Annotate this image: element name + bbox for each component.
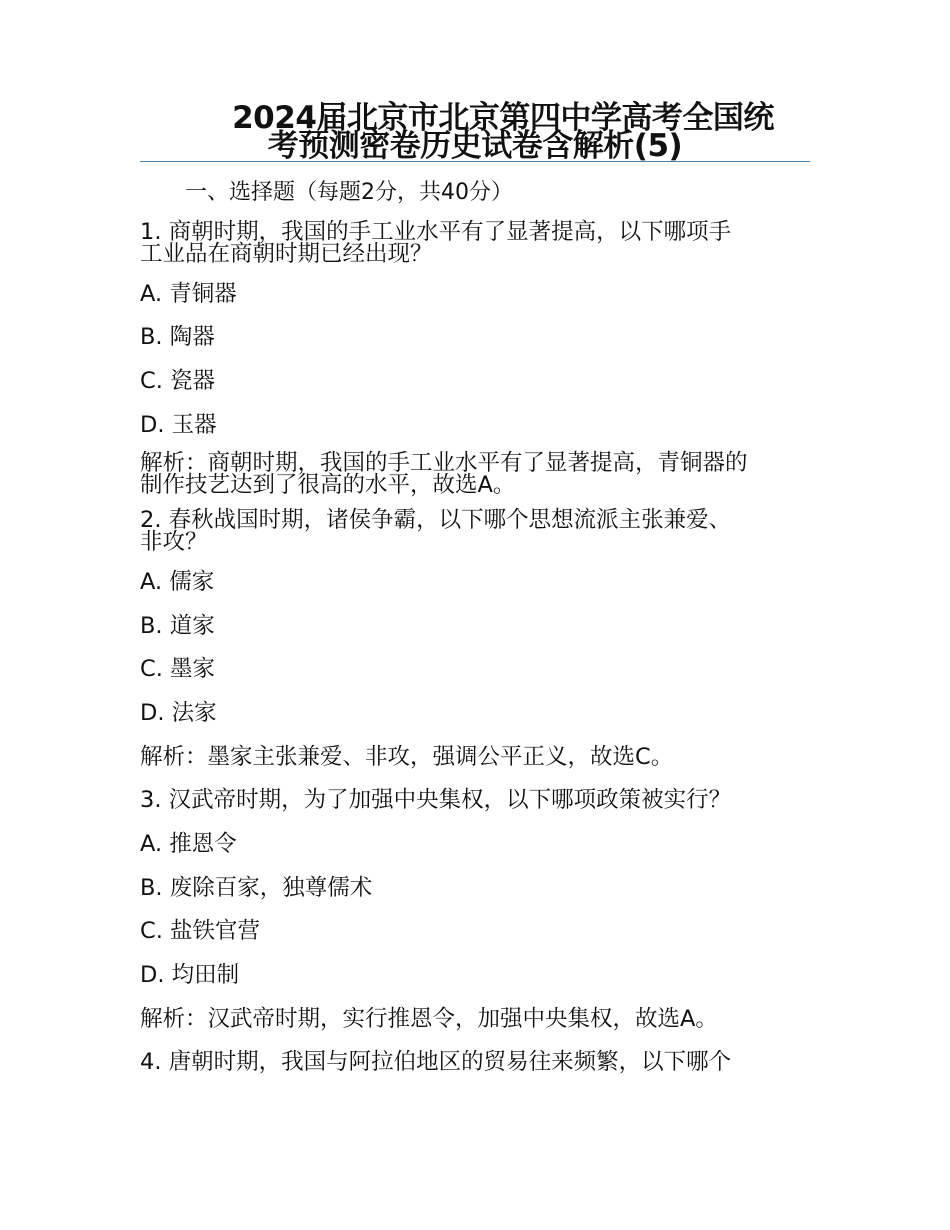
question-stem-line: 工业品在商朝时期已经出现？ xyxy=(140,240,433,267)
question-stem-line: 2. 春秋战国时期，诸侯争霸，以下哪个思想流派主张兼爱、 xyxy=(140,507,732,534)
question-stem-line: 非攻？ xyxy=(140,528,208,555)
question-stem-line: 1. 商朝时期，我国的手工业水平有了显著提高，以下哪项手 xyxy=(140,219,732,245)
questions-list xyxy=(140,219,820,1091)
question-1-option-c: C. 瓷器 xyxy=(140,368,216,395)
analysis-line: 解析：商朝时期，我国的手工业水平有了显著提高，青铜器的 xyxy=(140,450,748,477)
question-1-analysis xyxy=(140,450,820,498)
question-2-analysis: 解析：墨家主张兼爱、非攻，强调公平正义，故选C。 xyxy=(140,743,674,770)
question-1-stem xyxy=(140,219,820,267)
question-2-option-a: A. 儒家 xyxy=(140,568,215,595)
question-2-option-b: B. 道家 xyxy=(140,612,215,639)
question-1-option-a: A. 青铜器 xyxy=(140,280,237,307)
question-3-stem: 3. 汉武帝时期，为了加强中央集权，以下哪项政策被实行？ xyxy=(140,787,732,814)
question-3-option-b: B. 废除百家，独尊儒术 xyxy=(140,874,373,901)
question-3-option-a: A. 推恩令 xyxy=(140,830,237,857)
document-title xyxy=(140,100,810,164)
analysis-line: 制作技艺达到了很高的水平，故选A。 xyxy=(140,471,516,498)
title-underline xyxy=(140,161,810,162)
question-1-option-d: D. 玉器 xyxy=(140,411,217,438)
section-heading: 一、选择题（每题2分，共40分） xyxy=(185,180,513,205)
question-3-option-d: D. 均田制 xyxy=(140,962,240,988)
title-line-1: 2024届北京市北京第四中学高考全国统 xyxy=(232,100,774,136)
question-1-option-b: B. 陶器 xyxy=(140,324,215,351)
question-2-option-c: C. 墨家 xyxy=(140,656,216,683)
title-line-2: 考预测密卷历史试卷含解析(5) xyxy=(267,128,683,164)
question-3-option-c: C. 盐铁官营 xyxy=(140,918,261,945)
question-2-option-d: D. 法家 xyxy=(140,699,217,726)
question-2-stem xyxy=(140,507,820,555)
question-3-analysis: 解析：汉武帝时期，实行推恩令，加强中央集权，故选A。 xyxy=(140,1005,718,1032)
question-4-stem: 4. 唐朝时期，我国与阿拉伯地区的贸易往来频繁，以下哪个 xyxy=(140,1049,732,1076)
